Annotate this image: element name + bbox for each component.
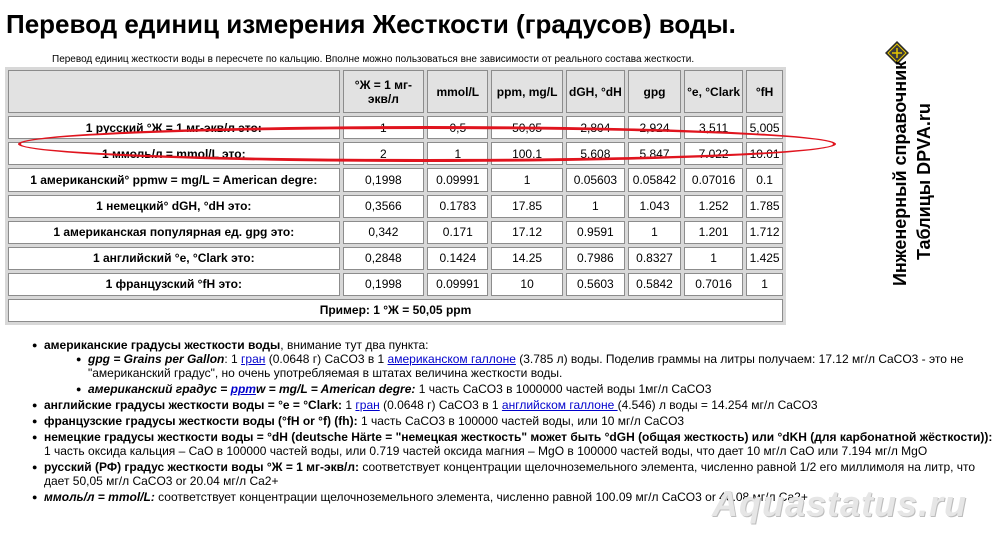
conversion-table — [5, 67, 786, 325]
note-french: ● французские градусы жесткости воды (°fH or °f) (fh): 1 часть CaCO3 в 100000 частей воды, или 10 мг/л CaCO3 — [44, 414, 1000, 428]
column-header: °e, °Clark — [684, 70, 743, 113]
row-label: 1 французский °fH это: — [8, 273, 340, 296]
table-cell: 0.1 — [746, 168, 783, 191]
example-cell: Пример: 1 °Ж = 50,05 ppm — [8, 299, 783, 322]
note-mmol: ● ммоль/л = mmol/L: соответствует концентрации щелочноземельного элемента, численно равной 100.09 мг/л CaCO3 or 40.08 мг/л Ca2+ — [44, 490, 1000, 504]
row-label: 1 американская популярная ед. gpg это: — [8, 221, 340, 244]
table-cell: 0.09991 — [427, 273, 488, 296]
table-cell: 5.608 — [566, 142, 625, 165]
table-cell: 0,2848 — [343, 247, 425, 270]
table-cell: 14.25 — [491, 247, 562, 270]
table-cell: 1 — [491, 168, 562, 191]
table-cell: 5,005 — [746, 116, 783, 139]
table-cell: 0.7016 — [684, 273, 743, 296]
table-row — [8, 221, 783, 244]
link-ppm[interactable]: ppm — [230, 382, 256, 396]
table-cell: 10.01 — [746, 142, 783, 165]
example-row — [8, 299, 783, 322]
table-cell: 0.09991 — [427, 168, 488, 191]
table-cell: 0,342 — [343, 221, 425, 244]
note-american: ● американские градусы жесткости воды, внимание тут два пункта: ● gpg = Grains per Gallon: 1 гран (0.0648 г) CaCO3 в 1 американском галлоне (3.785 л) воды. Поделив граммы на литры получаем: 17.12 мг/л CaCO3 - это не "американский градус", но очень употребляемая в штатах величина жесткости воды. ● американский градус = ppmw = mg/L = American degre: 1 часть CaCO3 в 1000000 частей воды 1мг/л CaCO3 — [44, 338, 1000, 396]
link-grain-2[interactable]: гран — [355, 398, 380, 412]
note-american-sublist — [44, 352, 1000, 396]
table-row — [8, 116, 783, 139]
table-cell: 1 — [343, 116, 425, 139]
note-american-degree: ● американский градус = ppmw = mg/L = American degre: 1 часть CaCO3 в 1000000 частей воды 1мг/л CaCO3 — [88, 382, 1000, 396]
table-cell: 1.201 — [684, 221, 743, 244]
table-header-row — [8, 70, 783, 113]
sidebar-title-reference: Инженерный справочник — [890, 60, 910, 286]
table-cell: 0.7986 — [566, 247, 625, 270]
watermark: Aquastatus.ru — [712, 483, 968, 524]
table-row — [8, 247, 783, 270]
column-header: dGH, °dH — [566, 70, 625, 113]
table-cell: 1 — [628, 221, 681, 244]
table-cell: 17.85 — [491, 195, 562, 218]
sidebar-title-site: Таблицы DPVA.ru — [914, 103, 934, 260]
column-header: °Ж = 1 мг-экв/л — [343, 70, 425, 113]
table-cell: 0.9591 — [566, 221, 625, 244]
table-cell: 1 — [566, 195, 625, 218]
table-cell: 7.022 — [684, 142, 743, 165]
table-cell: 0.05603 — [566, 168, 625, 191]
table-cell: 1.252 — [684, 195, 743, 218]
table-row — [8, 273, 783, 296]
table-cell: 0.8327 — [628, 247, 681, 270]
table-cell: 0,5 — [427, 116, 488, 139]
row-label: 1 немецкий° dGH, °dH это: — [8, 195, 340, 218]
table-cell: 5.847 — [628, 142, 681, 165]
table-cell: 0.5842 — [628, 273, 681, 296]
corner-header-cell — [8, 70, 340, 113]
table-cell: 0.5603 — [566, 273, 625, 296]
table-cell: 2,804 — [566, 116, 625, 139]
table-cell: 1 — [427, 142, 488, 165]
table-cell: 0.1424 — [427, 247, 488, 270]
table-cell: 1.425 — [746, 247, 783, 270]
table-cell: 1.712 — [746, 221, 783, 244]
table-cell: 2,924 — [628, 116, 681, 139]
table-cell: 1.785 — [746, 195, 783, 218]
row-label: 1 ммоль/л = mmol/L это: — [8, 142, 340, 165]
table-cell: 10 — [491, 273, 562, 296]
column-header: ppm, mg/L — [491, 70, 562, 113]
table-cell: 50,05 — [491, 116, 562, 139]
note-russian: ● русский (РФ) градус жесткости воды °Ж = 1 мг-экв/л: соответствует концентрации щелочноземельного элемента, численно равной 1/2 его миллимоля на литр, что дает 50,05 мг/л CaCO3 or 20.04 мг/л Ca2+ — [44, 460, 1000, 488]
table-cell: 1.043 — [628, 195, 681, 218]
table-cell: 100.1 — [491, 142, 562, 165]
table-cell: 0,3566 — [343, 195, 425, 218]
notes-list — [0, 338, 1000, 506]
note-english: ● английские градусы жесткости воды = °e = °Clark: 1 гран (0.0648 г) CaCO3 в 1 английском галлоне (4.546) л воды = 14.254 мг/л CaCO3 — [44, 398, 1000, 412]
table-cell: 0.171 — [427, 221, 488, 244]
column-header: mmol/L — [427, 70, 488, 113]
table-cell: 0,1998 — [343, 273, 425, 296]
table-cell: 0.07016 — [684, 168, 743, 191]
row-label: 1 американский° ppmw = mg/L = American degre: — [8, 168, 340, 191]
table-row — [8, 195, 783, 218]
table-cell: 1 — [746, 273, 783, 296]
page-title: Перевод единиц измерения Жесткости (градусов) воды. — [6, 9, 736, 39]
table-cell: 3,511 — [684, 116, 743, 139]
table-row — [8, 168, 783, 191]
note-gpg: ● gpg = Grains per Gallon: 1 гран (0.0648 г) CaCO3 в 1 американском галлоне (3.785 л) воды. Поделив граммы на литры получаем: 17.12 мг/л CaCO3 - это не "американский градус", но очень употребляемая в штатах величина жесткости воды. — [88, 352, 1000, 380]
table-cell: 1 — [684, 247, 743, 270]
note-german: ● немецкие градусы жесткости воды = °dH (deutsche Härte = "немецкая жесткость" может быть °dGH (общая жесткость) или °dKH (для карбонатной жёсткости)): 1 часть оксида кальция – CaO в 100000 частей воды, или 0.719 частей оксида магния – MgO в 100000 частей воды, что дает 10 мг/л CaO или 7.194 мг/л MgO — [44, 430, 1000, 458]
table-cell: 17.12 — [491, 221, 562, 244]
conversion-table-container — [5, 67, 786, 325]
column-header: gpg — [628, 70, 681, 113]
table-row — [8, 142, 783, 165]
table-cell: 0,1998 — [343, 168, 425, 191]
row-label: 1 английский °e, °Clark это: — [8, 247, 340, 270]
column-header: °fH — [746, 70, 783, 113]
link-grain[interactable]: гран — [241, 352, 266, 366]
table-cell: 2 — [343, 142, 425, 165]
link-us-gallon[interactable]: американском галлоне — [387, 352, 516, 366]
table-cell: 0.05842 — [628, 168, 681, 191]
page-caption: Перевод единиц жесткости воды в пересчете по кальцию. Вполне можно пользоваться вне зависимости от реального состава жесткости. — [52, 54, 695, 65]
link-uk-gallon[interactable]: английском галлоне — [501, 398, 618, 412]
row-label: 1 русский °Ж = 1 мг-экв/л это: — [8, 116, 340, 139]
table-cell: 0.1783 — [427, 195, 488, 218]
